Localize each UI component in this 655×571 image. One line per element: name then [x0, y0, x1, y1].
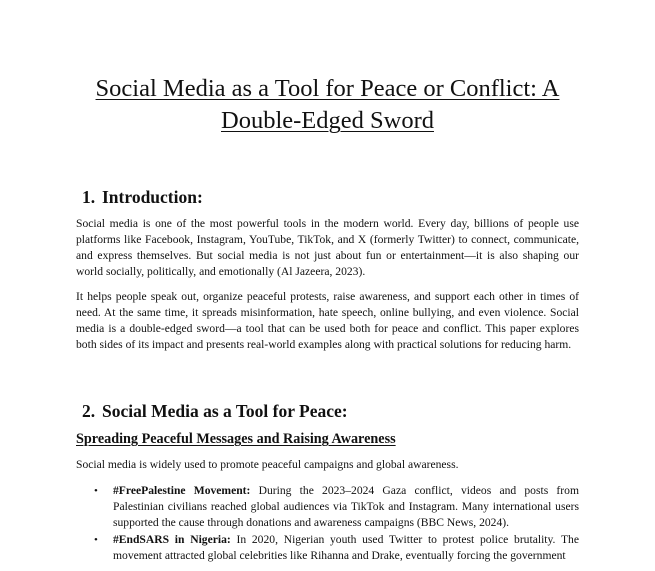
- section-number: 2.: [82, 401, 96, 421]
- section-number: 1.: [82, 187, 96, 207]
- list-item: [94, 483, 579, 531]
- list-item: [94, 532, 579, 564]
- bullet-marker: •: [94, 534, 98, 546]
- subsection-heading: Spreading Peaceful Messages and Raising Awareness: [76, 431, 396, 447]
- section-heading-text: Social Media as a Tool for Peace:: [102, 401, 348, 421]
- list-item-text: In 2020, Nigerian youth used Twitter to protest police brutality. The movement attracted global celebrities like Rihanna and Drake, eventually forcing the government: [113, 533, 579, 562]
- section-heading-introduction: [82, 186, 203, 208]
- intro-paragraph-2: It helps people speak out, organize peaceful protests, raise awareness, and support each other in times of need. At the same time, it spreads misinformation, hate speech, online bullying, and even violence. Social media is a double-edged sword—a tool that can be used both for peace and conflict. This paper explores both sides of its impact and presents real-world examples along with practical solutions for reducing harm.: [76, 290, 579, 351]
- list-item-text: During the 2023–2024 Gaza conflict, videos and posts from Palestinian civilians reached global audiences via TikTok and Instagram. Many international users supported the cause through donations and awareness campaigns (BBC News, 2024).: [113, 484, 579, 529]
- document-title-line-2: Double-Edged Sword: [221, 107, 434, 134]
- peace-intro-paragraph: Social media is widely used to promote peaceful campaigns and global awareness.: [76, 458, 459, 471]
- bullet-marker: •: [94, 485, 98, 497]
- list-item-label: #FreePalestine Movement:: [113, 484, 251, 497]
- section-heading-peace: [82, 400, 348, 422]
- example-list: [94, 483, 579, 565]
- list-item-label: #EndSARS in Nigeria:: [113, 533, 231, 546]
- document-title-line-1: Social Media as a Tool for Peace or Conflict: A: [95, 75, 560, 102]
- intro-paragraph-1: Social media is one of the most powerful tools in the modern world. Every day, billions of people use platforms like Facebook, Instagram, YouTube, TikTok, and X (formerly Twitter) to connect, communicate, and express themselves. But social media is not just about fun or entertainment—it is also shaping our world socially, politically, and emotionally (Al Jazeera, 2023).: [76, 217, 579, 278]
- section-heading-text: Introduction:: [102, 187, 203, 207]
